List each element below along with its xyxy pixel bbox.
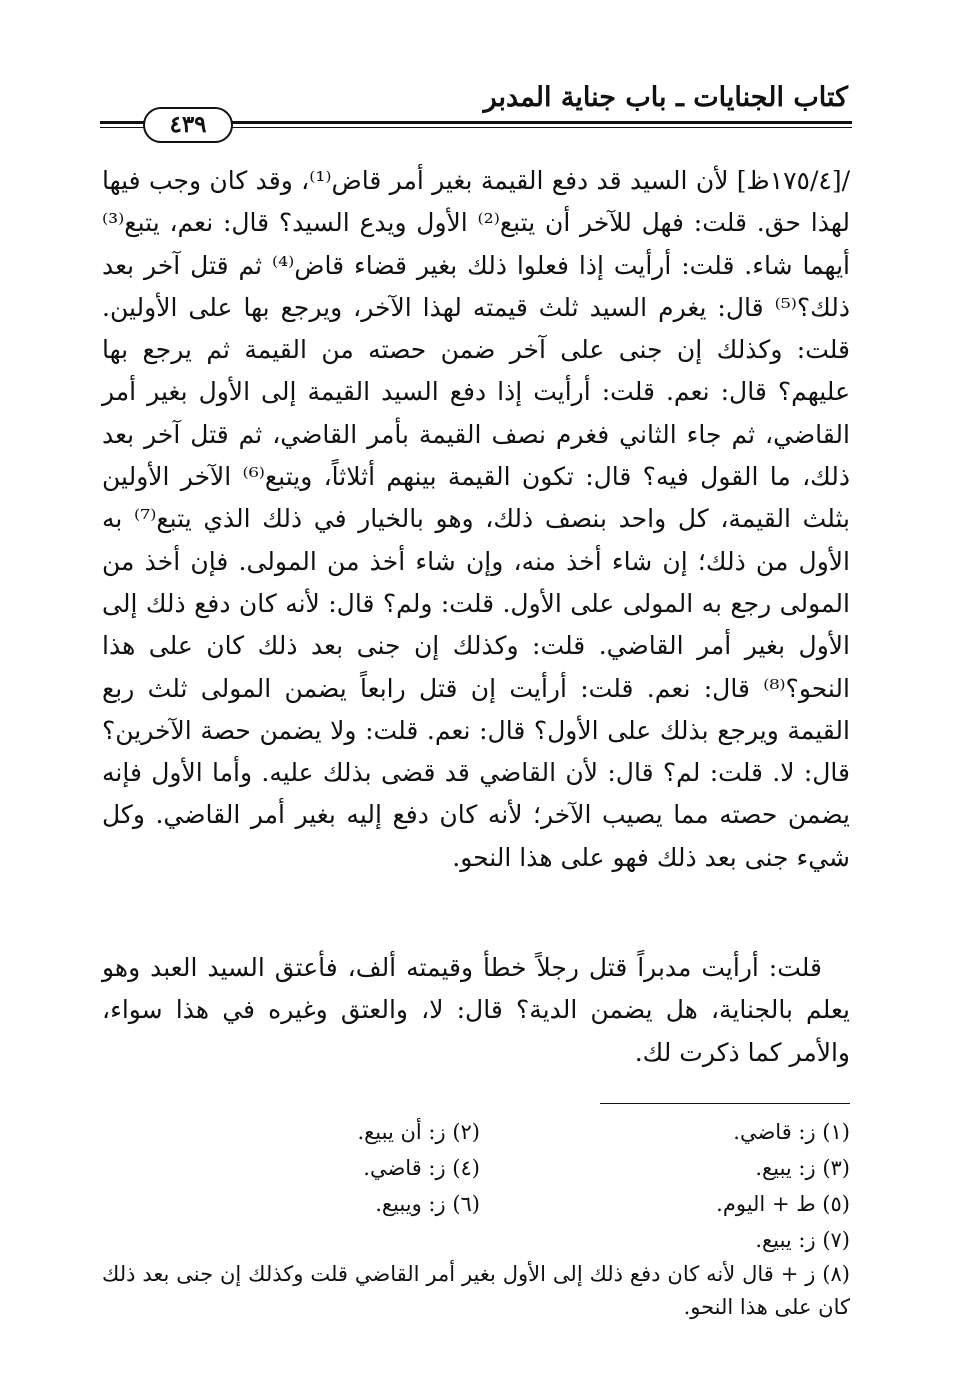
page-number: ٤٣٩ bbox=[143, 107, 233, 143]
footnotes bbox=[102, 1114, 850, 1324]
footnote-4: (٤) ز: قاضي. bbox=[363, 1156, 480, 1180]
footnote-5: (٥) ط + اليوم. bbox=[716, 1192, 850, 1216]
body-paragraph-1: /[١٧٥/٤ظ] لأن السيد قد دفع القيمة بغير أمر قاض⁽¹⁾، وقد كان وجب فيها لهذا حق. قلت: فهل للآخر أن يتبع⁽²⁾ الأول ويدع السيد؟ قال: نعم، يتبع⁽³⁾ أيهما شاء. قلت: أرأيت إذا فعلوا ذلك بغير قضاء قاض⁽⁴⁾ ثم قتل آخر بعد ذلك؟⁽⁵⁾ قال: يغرم السيد ثلث قيمته لهذا الآخر، ويرجع بها على الأولين. قلت: وكذلك إن جنى على آخر ضمن حصته من القيمة ثم يرجع بها عليهم؟ قال: نعم. قلت: أرأيت إذا دفع السيد القيمة إلى الأول بغير أمر القاضي، ثم جاء الثاني فغرم نصف القيمة بأمر القاضي، ثم قتل آخر بعد ذلك، ما القول فيه؟ قال: تكون القيمة بينهم أثلاثاً، ويتبع⁽⁶⁾ الآخر الأولين بثلث القيمة، كل واحد بنصف ذلك، وهو بالخيار في ذلك الذي يتبع⁽⁷⁾ به الأول من ذلك؛ إن شاء أخذ منه، وإن شاء أخذ من المولى. فإن أخذ من المولى رجع به المولى على الأول. قلت: ولم؟ قال: لأنه كان دفع ذلك إلى الأول بغير أمر القاضي. قلت: وكذلك إن جنى بعد ذلك كان على هذا النحو؟⁽⁸⁾ قال: نعم. قلت: أرأيت إن قتل رابعاً يضمن المولى ثلث ربع القيمة ويرجع بذلك على الأول؟ قال: نعم. قلت: ولا يضمن حصة الآخرين؟ قال: لا. قلت: لم؟ قال: لأن القاضي قد قضى بذلك عليه. وأما الأول فإنه يضمن حصته مما يصيب الآخر؛ لأنه كان دفع إليه بغير أمر القاضي. وكل شيء جنى بعد ذلك فهو على هذا النحو. bbox=[102, 166, 851, 872]
footnote-separator bbox=[600, 1103, 850, 1104]
footnote-2: (٢) ز: أن يبيع. bbox=[357, 1120, 480, 1144]
footnote-row bbox=[102, 1114, 850, 1150]
footnote-3: (٣) ز: يبيع. bbox=[755, 1156, 850, 1180]
running-title: كتاب الجنايات ـ باب جناية المدبر bbox=[483, 82, 848, 113]
footnote-1: (١) ز: قاضي. bbox=[733, 1120, 850, 1144]
footnote-row bbox=[102, 1222, 850, 1258]
footnote-row bbox=[102, 1150, 850, 1186]
footnote-7: (٧) ز: يبيع. bbox=[755, 1228, 850, 1252]
footnote-8: (٨) ز + قال لأنه كان دفع ذلك إلى الأول بغير أمر القاضي قلت وكذلك إن جنى بعد ذلك كان على هذا النحو. bbox=[102, 1262, 850, 1319]
footnote-6: (٦) ز: ويبيع. bbox=[375, 1192, 480, 1216]
footnote-row bbox=[102, 1186, 850, 1222]
body-paragraph-2: قلت: أرأيت مدبراً قتل رجلاً خطأ وقيمته ألف، فأعتق السيد العبد وهو يعلم بالجناية، هل يضمن الدية؟ قال: لا، والعتق وغيره في هذا سواء، والأمر كما ذكرت لك. bbox=[102, 953, 850, 1067]
